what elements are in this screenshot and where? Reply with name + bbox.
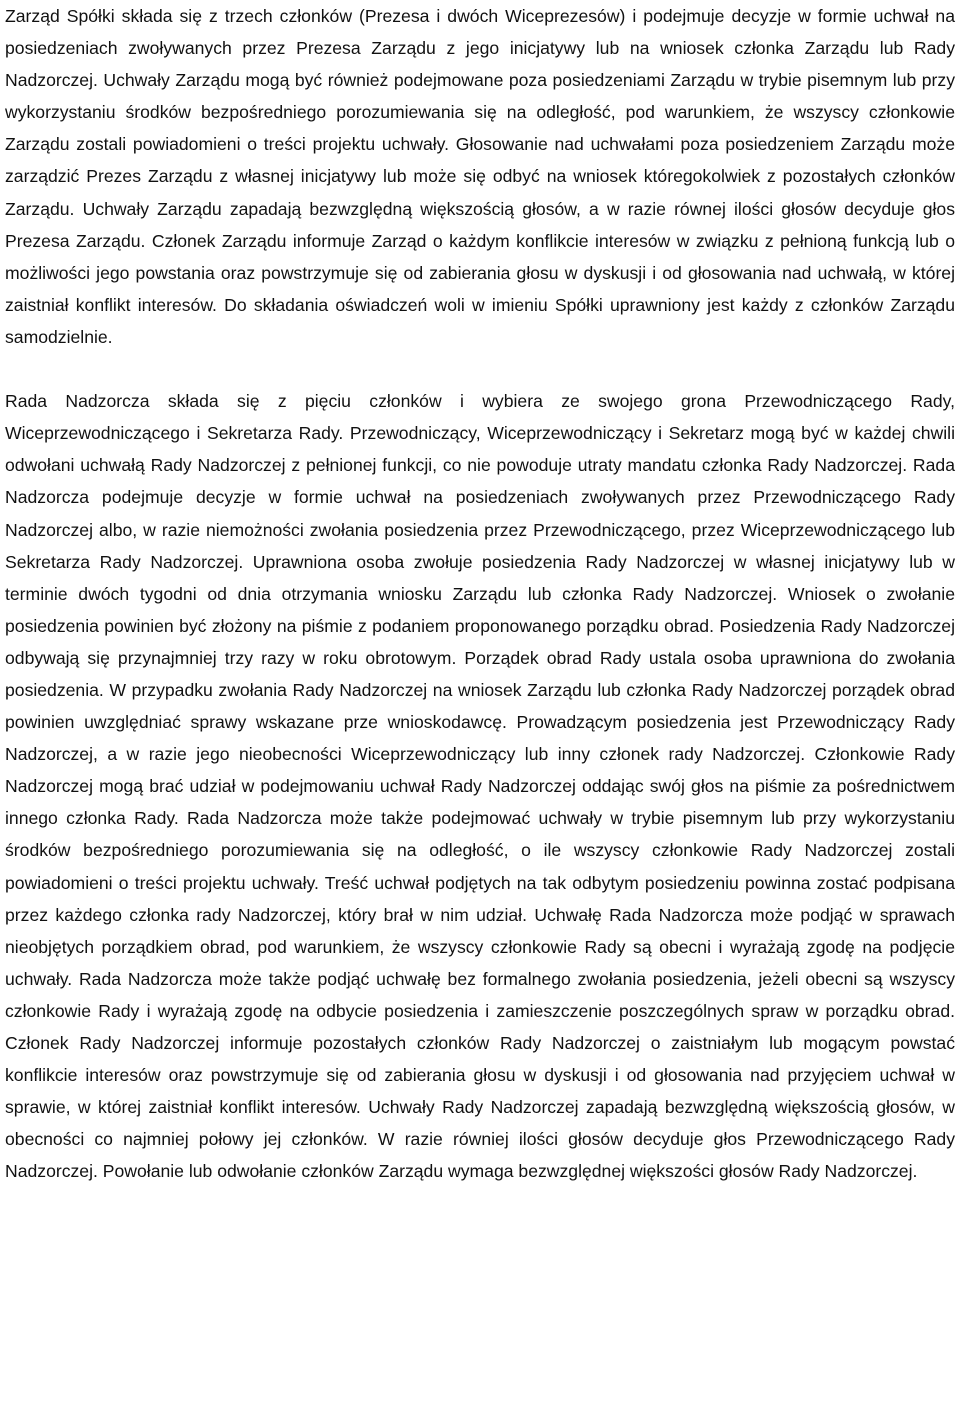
paragraph-supervisory-board: Rada Nadzorcza składa się z pięciu członków i wybiera ze swojego grona Przewodniczącego Rady, Wiceprzewodniczącego i Sekretarza Rady. Przewodniczący, Wiceprzewodniczący i Sekretarz mogą być w każdej chwili odwołani uchwałą Rady Nadzorczej z pełnionej funkcji, co nie powoduje utraty mandatu członka Rady Nadzorczej. Rada Nadzorcza podejmuje decyzje w formie uchwał na posiedzeniach zwoływanych przez Przewodniczącego Rady Nadzorczej albo, w razie niemożności zwołania posiedzenia przez Przewodniczącego, przez Wiceprzewodniczącego lub Sekretarza Rady Nadzorczej. Uprawniona osoba zwołuje posiedzenia Rady Nadzorczej w własnej inicjatywy lub w terminie dwóch tygodni od dnia otrzymania wniosku Zarządu lub członka Rady Nadzorczej. Wniosek o zwołanie posiedzenia powinien być złożony na piśmie z podaniem proponowanego porządku obrad. Posiedzenia Rady Nadzorczej odbywają się przynajmniej trzy razy w roku obrotowym. Porządek obrad Rady ustala osoba uprawniona do zwołania posiedzenia. W przypadku zwołania Rady Nadzorczej na wniosek Zarządu lub członka Rady Nadzorczej porządek obrad powinien uwzględniać sprawy wskazane prze wnioskodawcę. Prowadzącym posiedzenia jest Przewodniczący Rady Nadzorczej, a w razie jego nieobecności Wiceprzewodniczący lub inny członek rady Nadzorczej. Członkowie Rady Nadzorczej mogą brać udział w podejmowaniu uchwał Rady Nadzorczej oddając swój głos na piśmie za pośrednictwem innego członka Rady. Rada Nadzorcza może także podejmować uchwały w trybie pisemnym lub przy wykorzystaniu środków bezpośredniego porozumiewania się na odległość, o ile wszyscy członkowie Rady Nadzorczej zostali powiadomieni o treści projektu uchwały. Treść uchwał podjętych na tak odbytym posiedzeniu powinna zostać podpisana przez każdego członka rady Nadzorczej, który brał w nim udział. Uchwałę Rada Nadzorcza może podjąć w sprawach nieobjętych porządkiem obrad, pod warunkiem, że wszyscy członkowie Rady są obecni i wyrażają zgodę na podjęcie uchwały. Rada Nadzorcza może także podjąć uchwałę bez formalnego zwołania posiedzenia, jeżeli obecni są wszyscy członkowie Rady i wyrażają zgodę na odbycie posiedzenia i zamieszczenie poszczególnych spraw w porządku obrad. Członek Rady Nadzorczej informuje pozostałych członków Rady Nadzorczej o zaistniałym lub mogącym powstać konflikcie interesów oraz powstrzymuje się od zabierania głosu w dyskusji i od głosowania nad przyjęciem uchwał w sprawie, w której zaistniał konflikt interesów. Uchwały Rady Nadzorczej zapadają bezwzględną większością głosów, w obecności co najmniej połowy jej członków. W razie równiej ilości głosów decyduje głos Przewodniczącego Rady Nadzorczej. Powołanie lub odwołanie członków Zarządu wymaga bezwzględnej większości głosów Rady Nadzorczej. (5, 391, 955, 1182)
paragraph-management-board: Zarząd Spółki składa się z trzech członków (Prezesa i dwóch Wiceprezesów) i podejmuje decyzje w formie uchwał na posiedzeniach zwoływanych przez Prezesa Zarządu z jego inicjatywy lub na wniosek członka Zarządu lub Rady Nadzorczej. Uchwały Zarządu mogą być również podejmowane poza posiedzeniami Zarządu w trybie pisemnym lub przy wykorzystaniu środków bezpośredniego porozumiewania się na odległość, pod warunkiem, że wszyscy członkowie Zarządu zostali powiadomieni o treści projektu uchwały. Głosowanie nad uchwałami poza posiedzeniem Zarządu może zarządzić Prezes Zarządu z własnej inicjatywy lub może się odbyć na wniosek któregokolwiek z pozostałych członków Zarządu. Uchwały Zarządu zapadają bezwzględną większością głosów, a w razie równej ilości głosów decyduje głos Prezesa Zarządu. Członek Zarządu informuje Zarząd o każdym konflikcie interesów w związku z pełnioną funkcją lub o możliwości jego powstania oraz powstrzymuje się od zabierania głosu w dyskusji i od głosowania nad uchwałą, w której zaistniał konflikt interesów. Do składania oświadczeń woli w imieniu Spółki uprawniony jest każdy z członków Zarządu samodzielnie. (5, 6, 955, 347)
